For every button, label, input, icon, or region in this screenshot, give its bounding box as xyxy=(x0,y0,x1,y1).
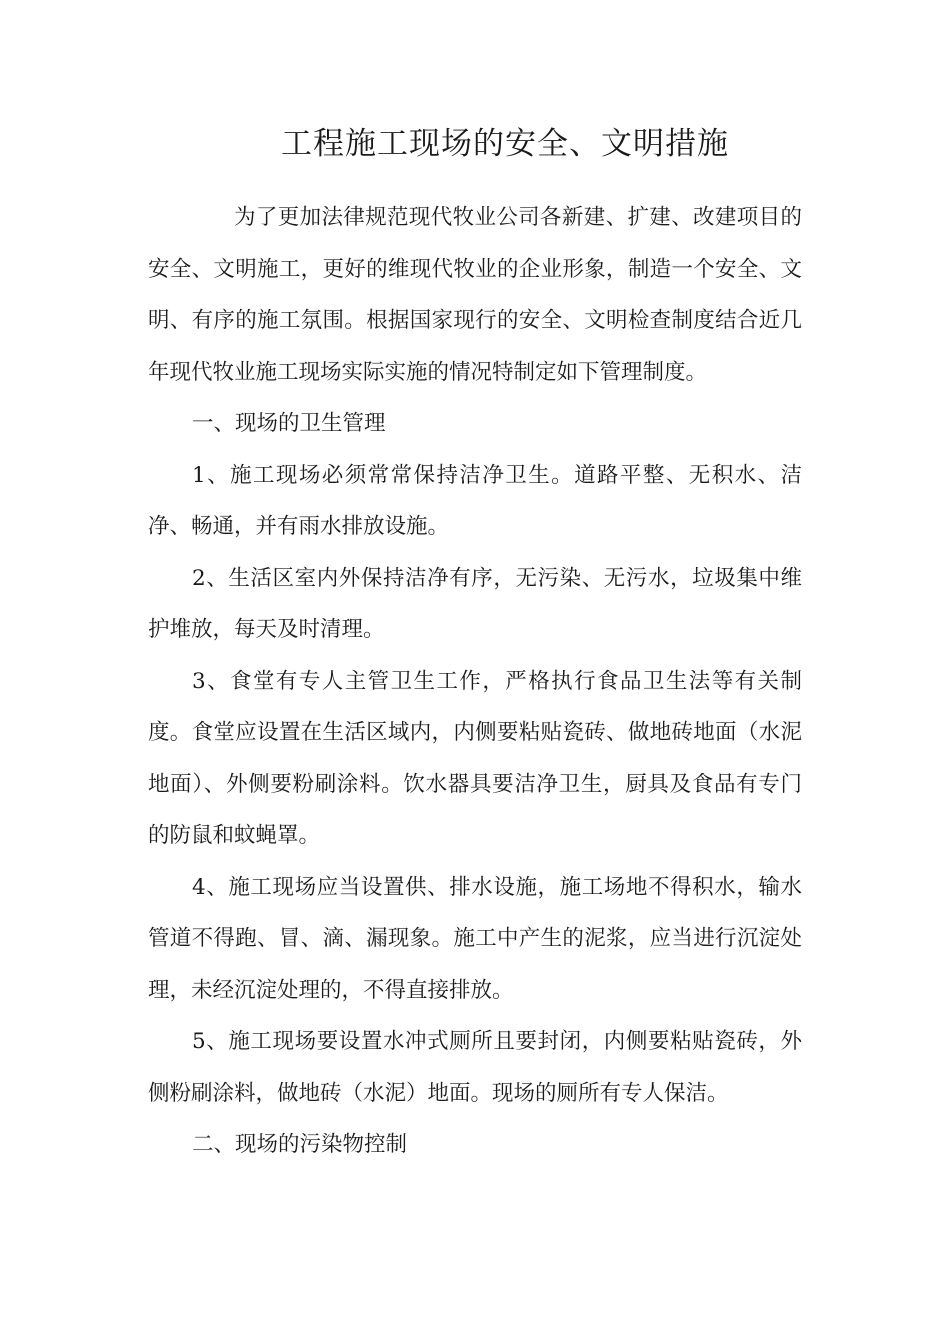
section-heading-pollution: 二、现场的污染物控制 xyxy=(192,1132,408,1157)
list-item: 5、施工现场要设置水冲式厕所且要封闭，内侧要粘贴瓷砖，外侧粉刷涂料，做地砖（水泥）地面。现场的厕所有专人保洁。 xyxy=(148,1029,802,1106)
document-title: 工程施工现场的安全、文明措施 xyxy=(281,126,729,162)
list-item: 4、施工现场应当设置供、排水设施，施工场地不得积水，输水管道不得跑、冒、滴、漏现象。施工中产生的泥浆，应当进行沉淀处理，未经沉淀处理的，不得直接排放。 xyxy=(148,874,802,1003)
list-item: 2、生活区室内外保持洁净有序，无污染、无污水，垃圾集中维护堆放，每天及时清理。 xyxy=(148,565,802,642)
list-item: 1、施工现场必须常常保持洁净卫生。道路平整、无积水、洁净、畅通，并有雨水排放设施。 xyxy=(148,462,802,539)
document-body xyxy=(148,192,802,1171)
section-heading-hygiene: 一、现场的卫生管理 xyxy=(192,411,386,436)
list-item: 3、食堂有专人主管卫生工作，严格执行食品卫生法等有关制度。食堂应设置在生活区域内，内侧要粘贴瓷砖、做地砖地面（水泥地面）、外侧要粉刷涂料。饮水器具要洁净卫生，厨具及食品有专门的防鼠和蚊蝇罩。 xyxy=(148,668,802,848)
intro-paragraph: 为了更加法律规范现代牧业公司各新建、扩建、改建项目的安全、文明施工，更好的维现代牧业的企业形象，制造一个安全、文明、有序的施工氛围。根据国家现行的安全、文明检查制度结合近几年现代牧业施工现场实际实施的情况特制定如下管理制度。 xyxy=(148,205,802,385)
